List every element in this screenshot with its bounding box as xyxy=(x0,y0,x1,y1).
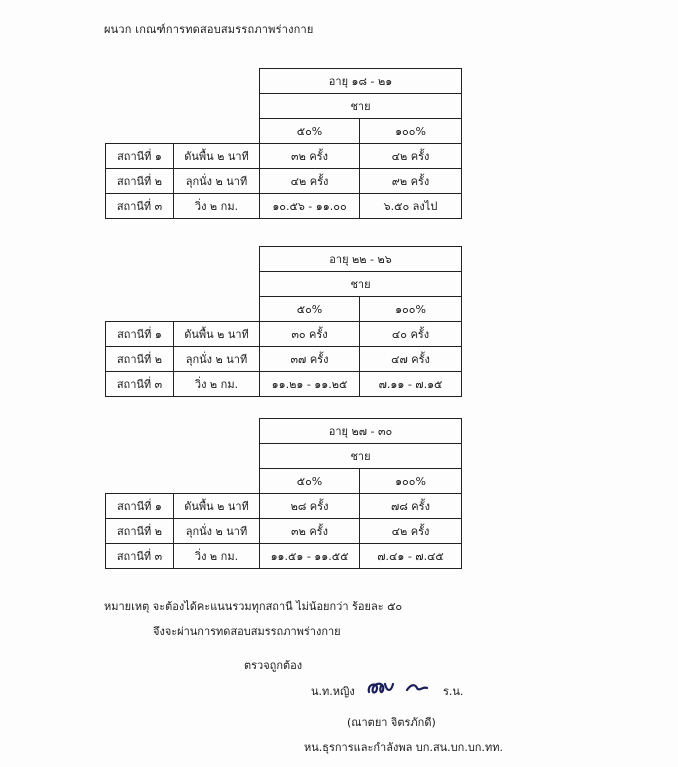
station-label: สถานีที่ ๒ xyxy=(106,347,174,372)
age-group-header: อายุ ๒๗ - ๓๐ xyxy=(260,419,462,444)
criteria-table-age-27-30 xyxy=(105,418,462,569)
gender-header: ชาย xyxy=(260,272,462,297)
test-name: ลุกนั่ง ๒ นาที xyxy=(174,519,260,544)
station-label: สถานีที่ ๓ xyxy=(106,544,174,569)
signer-position: หน.ธุรการและกำลังพล บก.สน.บก.บก.ทท. xyxy=(304,741,503,754)
gender-header: ชาย xyxy=(260,94,462,119)
value-100: ๙๒ ครั้ง xyxy=(360,169,462,194)
signer-rank: น.ท.หญิง xyxy=(311,685,355,698)
value-100: ๗๘ ครั้ง xyxy=(360,494,462,519)
table-row xyxy=(106,347,462,372)
value-50: ๒๘ ครั้ง xyxy=(260,494,360,519)
gender-header: ชาย xyxy=(260,444,462,469)
signer-rank-suffix: ร.น. xyxy=(443,685,464,698)
value-100: ๔๒ ครั้ง xyxy=(360,519,462,544)
value-50: ๓๐ ครั้ง xyxy=(260,322,360,347)
signer-name: (ณาตยา จิตรภักดี) xyxy=(347,716,436,729)
test-name: ดันพื้น ๒ นาที xyxy=(174,144,260,169)
note-line-2: จึงจะผ่านการทดสอบสมรรถภาพร่างกาย xyxy=(153,625,341,638)
test-name: ดันพื้น ๒ นาที xyxy=(174,494,260,519)
value-50: ๔๒ ครั้ง xyxy=(260,169,360,194)
age-group-header: อายุ ๑๘ - ๒๑ xyxy=(260,69,462,94)
station-label: สถานีที่ ๑ xyxy=(106,494,174,519)
station-label: สถานีที่ ๑ xyxy=(106,322,174,347)
test-name: ลุกนั่ง ๒ นาที xyxy=(174,169,260,194)
age-group-header: อายุ ๒๒ - ๒๖ xyxy=(260,247,462,272)
test-name: ลุกนั่ง ๒ นาที xyxy=(174,347,260,372)
test-name: วิ่ง ๒ กม. xyxy=(174,544,260,569)
value-50: ๓๗ ครั้ง xyxy=(260,347,360,372)
test-name: วิ่ง ๒ กม. xyxy=(174,194,260,219)
pct-50-header: ๕๐% xyxy=(260,119,360,144)
station-label: สถานีที่ ๓ xyxy=(106,194,174,219)
note-line-1: หมายเหตุ จะต้องได้คะแนนรวมทุกสถานี ไม่น้อยกว่า ร้อยละ ๕๐ xyxy=(104,600,403,613)
value-100: ๗.๑๑ - ๗.๑๕ xyxy=(360,372,462,397)
test-name: วิ่ง ๒ กม. xyxy=(174,372,260,397)
value-50: ๑๑.๕๑ - ๑๑.๕๕ xyxy=(260,544,360,569)
table-row xyxy=(106,169,462,194)
station-label: สถานีที่ ๒ xyxy=(106,169,174,194)
criteria-table-age-18-21 xyxy=(105,68,462,219)
value-100: ๖.๕๐ ลงไป xyxy=(360,194,462,219)
handwritten-signature-icon xyxy=(363,676,433,700)
value-50: ๑๑.๒๑ - ๑๑.๒๕ xyxy=(260,372,360,397)
table-row xyxy=(106,322,462,347)
table-row xyxy=(106,144,462,169)
value-50: ๑๐.๕๖ - ๑๑.๐๐ xyxy=(260,194,360,219)
pct-100-header: ๑๐๐% xyxy=(360,119,462,144)
criteria-table-age-22-26 xyxy=(105,246,462,397)
value-100: ๔๐ ครั้ง xyxy=(360,322,462,347)
table-row xyxy=(106,494,462,519)
station-label: สถานีที่ ๑ xyxy=(106,144,174,169)
value-100: ๔๒ ครั้ง xyxy=(360,144,462,169)
table-row xyxy=(106,519,462,544)
value-100: ๔๗ ครั้ง xyxy=(360,347,462,372)
pct-50-header: ๕๐% xyxy=(260,297,360,322)
pct-100-header: ๑๐๐% xyxy=(360,297,462,322)
table-row xyxy=(106,194,462,219)
verified-label: ตรวจถูกต้อง xyxy=(244,659,303,672)
pct-50-header: ๕๐% xyxy=(260,469,360,494)
table-row xyxy=(106,544,462,569)
signature-line xyxy=(311,680,491,702)
value-50: ๓๒ ครั้ง xyxy=(260,144,360,169)
pct-100-header: ๑๐๐% xyxy=(360,469,462,494)
document-heading: ผนวก เกณฑ์การทดสอบสมรรถภาพร่างกาย xyxy=(104,23,314,36)
table-row xyxy=(106,372,462,397)
test-name: ดันพื้น ๒ นาที xyxy=(174,322,260,347)
station-label: สถานีที่ ๓ xyxy=(106,372,174,397)
value-50: ๓๒ ครั้ง xyxy=(260,519,360,544)
station-label: สถานีที่ ๒ xyxy=(106,519,174,544)
value-100: ๗.๔๑ - ๗.๔๕ xyxy=(360,544,462,569)
